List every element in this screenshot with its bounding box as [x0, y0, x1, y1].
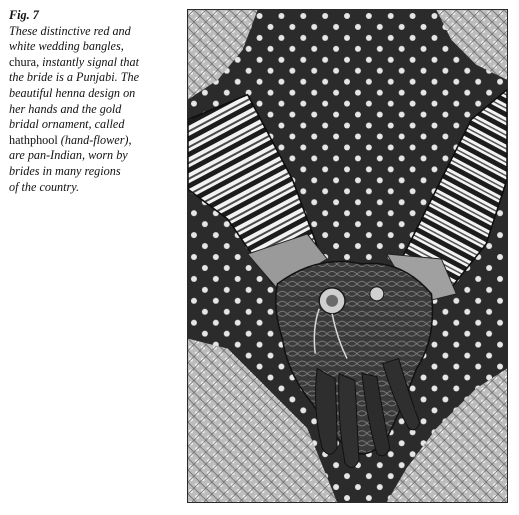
caption-line: her hands and the gold	[9, 101, 122, 116]
caption-line: beautiful henna design on	[9, 85, 136, 100]
hathphool-center	[326, 295, 338, 307]
ring-ornament	[370, 287, 384, 301]
caption-term-chura: chura	[9, 54, 37, 69]
caption-text: (hand-flower),	[57, 132, 132, 147]
caption-text: , instantly signal that	[36, 54, 139, 69]
caption-line	[9, 133, 181, 149]
bridal-hands-illustration	[188, 10, 507, 502]
caption-line: bridal ornament, called	[9, 117, 125, 132]
figure-label: Fig. 7	[9, 8, 39, 22]
caption-line: These distinctive red and	[9, 23, 131, 38]
figure-caption	[9, 8, 181, 195]
caption-line: brides in many regions	[9, 163, 121, 178]
caption-line: white wedding bangles,	[9, 39, 124, 54]
caption-line	[9, 55, 181, 71]
caption-line: the bride is a Punjabi. The	[9, 70, 139, 85]
caption-term-hathphool: hathphool	[9, 132, 58, 147]
caption-line: of the country.	[9, 179, 80, 194]
caption-line: are pan-Indian, worn by	[9, 148, 128, 163]
bridal-hands-photo	[187, 9, 508, 503]
